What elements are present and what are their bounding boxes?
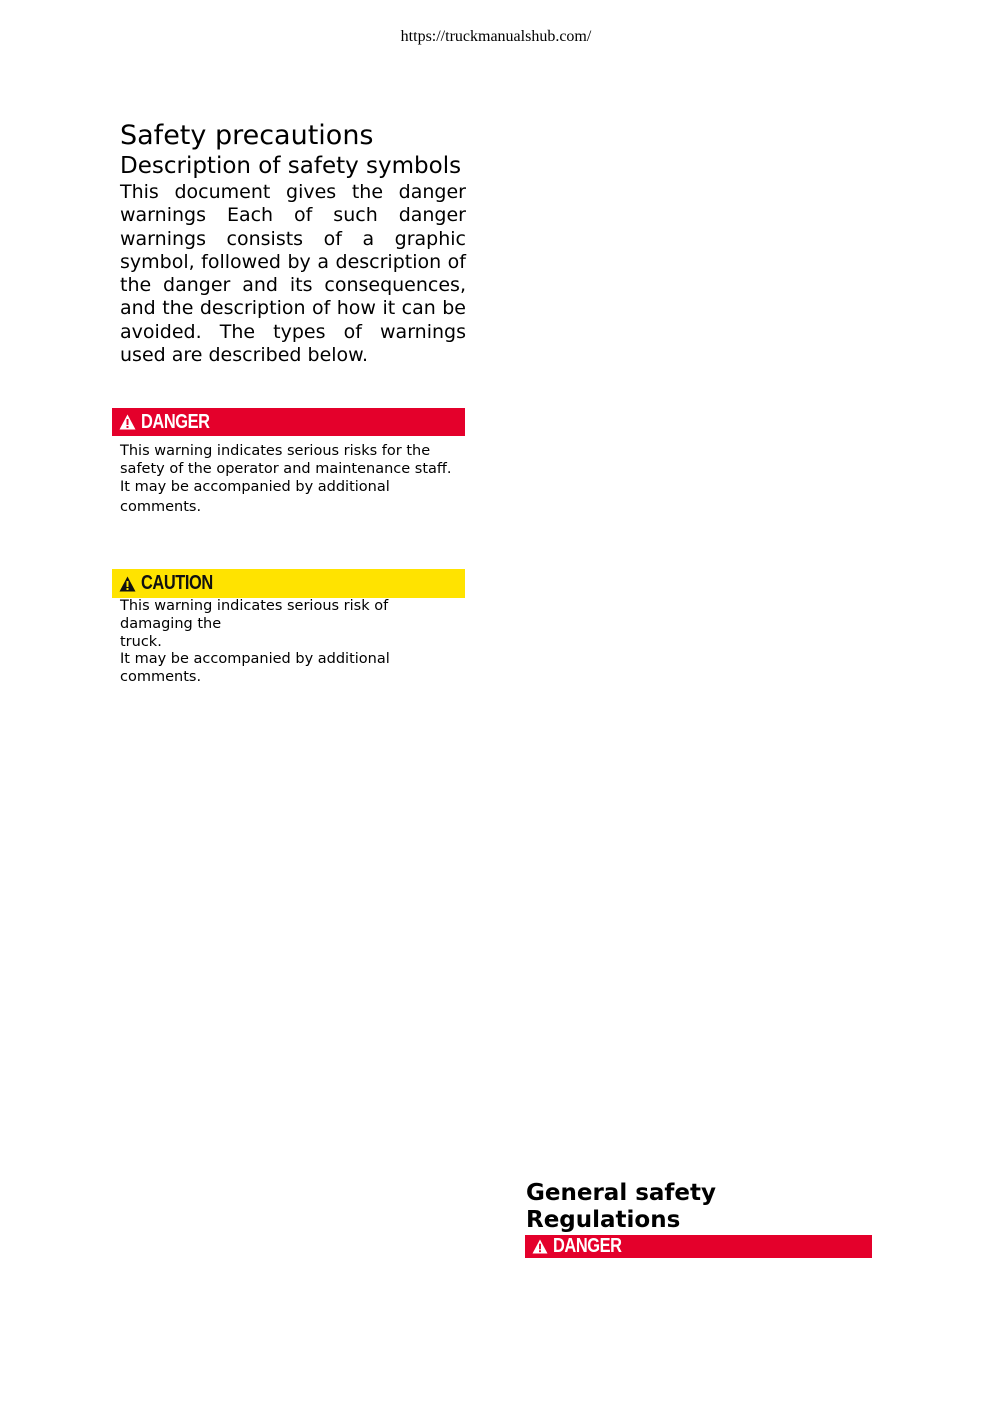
caution-line: comments. bbox=[120, 669, 202, 686]
caution-banner bbox=[112, 569, 465, 598]
safety-precautions-section bbox=[120, 119, 466, 367]
danger-banner bbox=[112, 408, 465, 436]
heading-line: Regulations bbox=[526, 1207, 681, 1233]
heading-line: General safety bbox=[526, 1180, 717, 1206]
warning-triangle-icon bbox=[119, 576, 136, 592]
danger-label: DANGER bbox=[141, 410, 210, 433]
general-safety-danger-banner bbox=[525, 1235, 872, 1258]
caution-line: truck. bbox=[120, 633, 162, 650]
section-title: Safety precautions bbox=[120, 120, 374, 151]
section-subtitle: Description of safety symbols bbox=[120, 153, 462, 179]
caution-line: This warning indicates serious risk of bbox=[120, 598, 389, 614]
intro-paragraph: This document gives the danger warnings Each of such danger warnings consists of a graphic symbol, followed by a description of the danger and its consequences, and the description of how it can be avoided. The types of warnings used are described below. bbox=[120, 181, 466, 367]
danger-description bbox=[120, 443, 470, 517]
caution-line: It may be accompanied by additional bbox=[120, 651, 390, 668]
warning-triangle-icon bbox=[119, 414, 136, 430]
danger-line: comments. bbox=[120, 499, 202, 516]
danger-label: DANGER bbox=[553, 1235, 622, 1257]
general-safety-heading bbox=[526, 1180, 826, 1234]
danger-line: It may be accompanied by additional bbox=[120, 478, 390, 495]
caution-line: damaging the bbox=[120, 615, 222, 632]
caution-description bbox=[120, 598, 470, 687]
page-url-header: https://truckmanualshub.com/ bbox=[400, 28, 592, 45]
caution-label: CAUTION bbox=[141, 572, 213, 594]
danger-line: safety of the operator and maintenance staff. bbox=[120, 460, 452, 477]
danger-line: This warning indicates serious risks for the bbox=[120, 443, 431, 459]
warning-triangle-icon bbox=[532, 1239, 548, 1254]
